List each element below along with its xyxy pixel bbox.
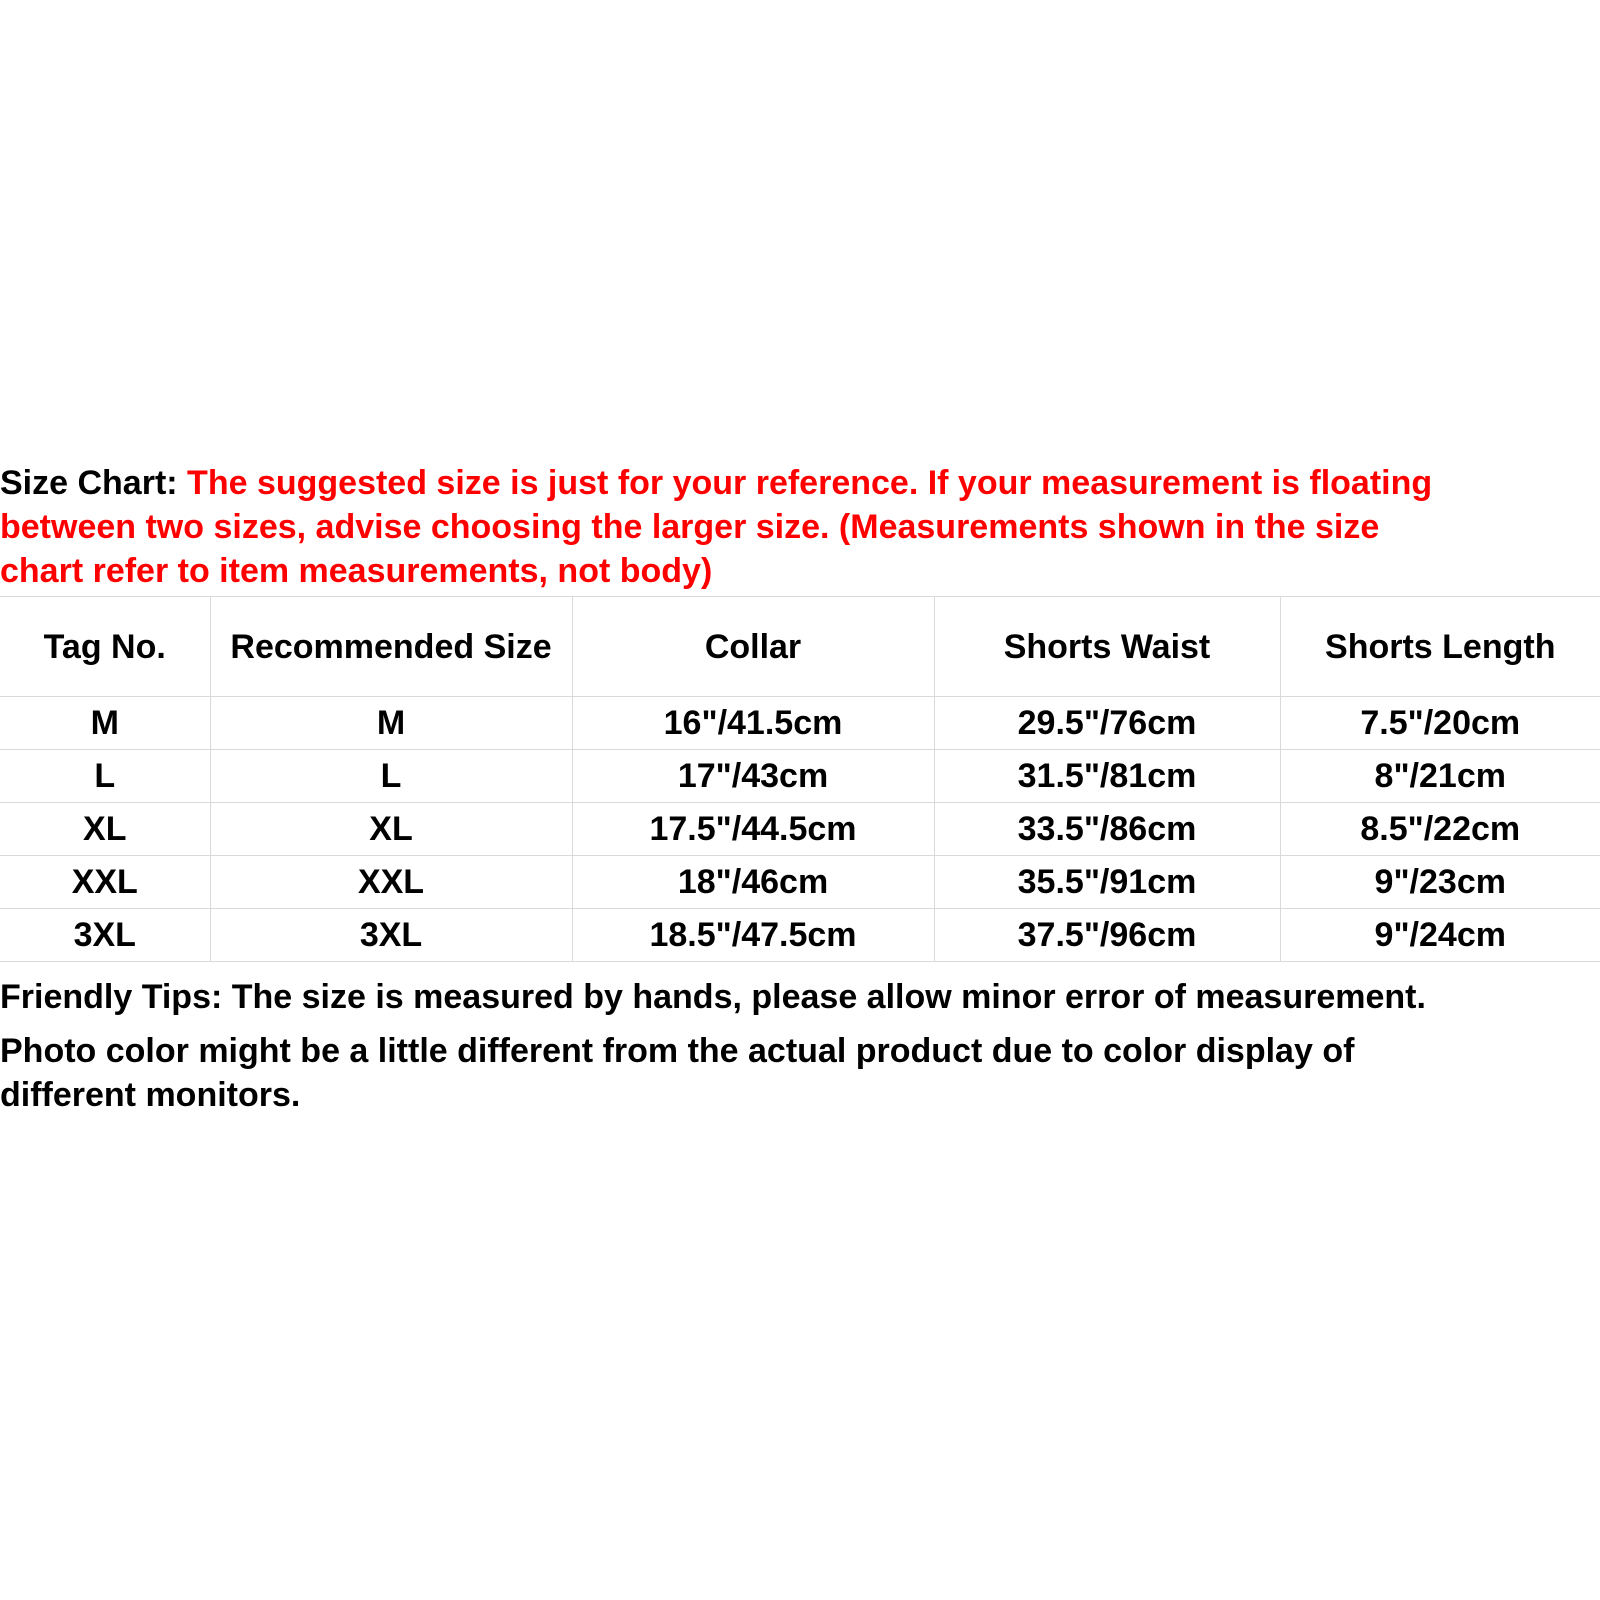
cell-tag-no: L (0, 750, 210, 803)
table-row (0, 803, 1600, 856)
cell-recommended-size: M (210, 697, 572, 750)
cell-shorts-waist: 31.5"/81cm (934, 750, 1280, 803)
intro-text-2: between two sizes, advise choosing the larger size. (Measurements shown in the size (0, 508, 1380, 546)
cell-shorts-length: 8.5"/22cm (1280, 803, 1600, 856)
tips-line-3: different monitors. (0, 1076, 301, 1114)
cell-shorts-length: 8"/21cm (1280, 750, 1600, 803)
cell-shorts-length: 9"/23cm (1280, 856, 1600, 909)
cell-collar: 18"/46cm (572, 856, 934, 909)
table-row (0, 856, 1600, 909)
cell-shorts-waist: 37.5"/96cm (934, 909, 1280, 962)
table-row (0, 909, 1600, 962)
cell-collar: 17.5"/44.5cm (572, 803, 934, 856)
intro-line-1 (0, 461, 1600, 505)
cell-collar: 17"/43cm (572, 750, 934, 803)
cell-shorts-length: 9"/24cm (1280, 909, 1600, 962)
cell-shorts-waist: 35.5"/91cm (934, 856, 1280, 909)
cell-tag-no: M (0, 697, 210, 750)
cell-tag-no: XL (0, 803, 210, 856)
cell-collar: 18.5"/47.5cm (572, 909, 934, 962)
header-tag-no: Tag No. (0, 597, 210, 697)
intro-text-1: The suggested size is just for your reference. If your measurement is floating (187, 464, 1433, 502)
cell-recommended-size: L (210, 750, 572, 803)
header-collar: Collar (572, 597, 934, 697)
size-table (0, 596, 1600, 962)
intro-text-3: chart refer to item measurements, not body) (0, 552, 713, 590)
cell-tag-no: XXL (0, 856, 210, 909)
table-header-row (0, 597, 1600, 697)
friendly-tips (0, 975, 1600, 1117)
cell-shorts-length: 7.5"/20cm (1280, 697, 1600, 750)
cell-recommended-size: XXL (210, 856, 572, 909)
size-chart-intro (0, 461, 1600, 593)
table-row (0, 750, 1600, 803)
cell-collar: 16"/41.5cm (572, 697, 934, 750)
tips-line-1: Friendly Tips: The size is measured by hands, please allow minor error of measurement. (0, 978, 1426, 1016)
table-row (0, 697, 1600, 750)
cell-recommended-size: XL (210, 803, 572, 856)
header-shorts-waist: Shorts Waist (934, 597, 1280, 697)
cell-recommended-size: 3XL (210, 909, 572, 962)
cell-tag-no: 3XL (0, 909, 210, 962)
header-recommended-size: Recommended Size (210, 597, 572, 697)
header-shorts-length: Shorts Length (1280, 597, 1600, 697)
tips-line-2: Photo color might be a little different from the actual product due to color display of (0, 1032, 1355, 1070)
cell-shorts-waist: 29.5"/76cm (934, 697, 1280, 750)
cell-shorts-waist: 33.5"/86cm (934, 803, 1280, 856)
size-chart-label: Size Chart: (0, 464, 188, 502)
